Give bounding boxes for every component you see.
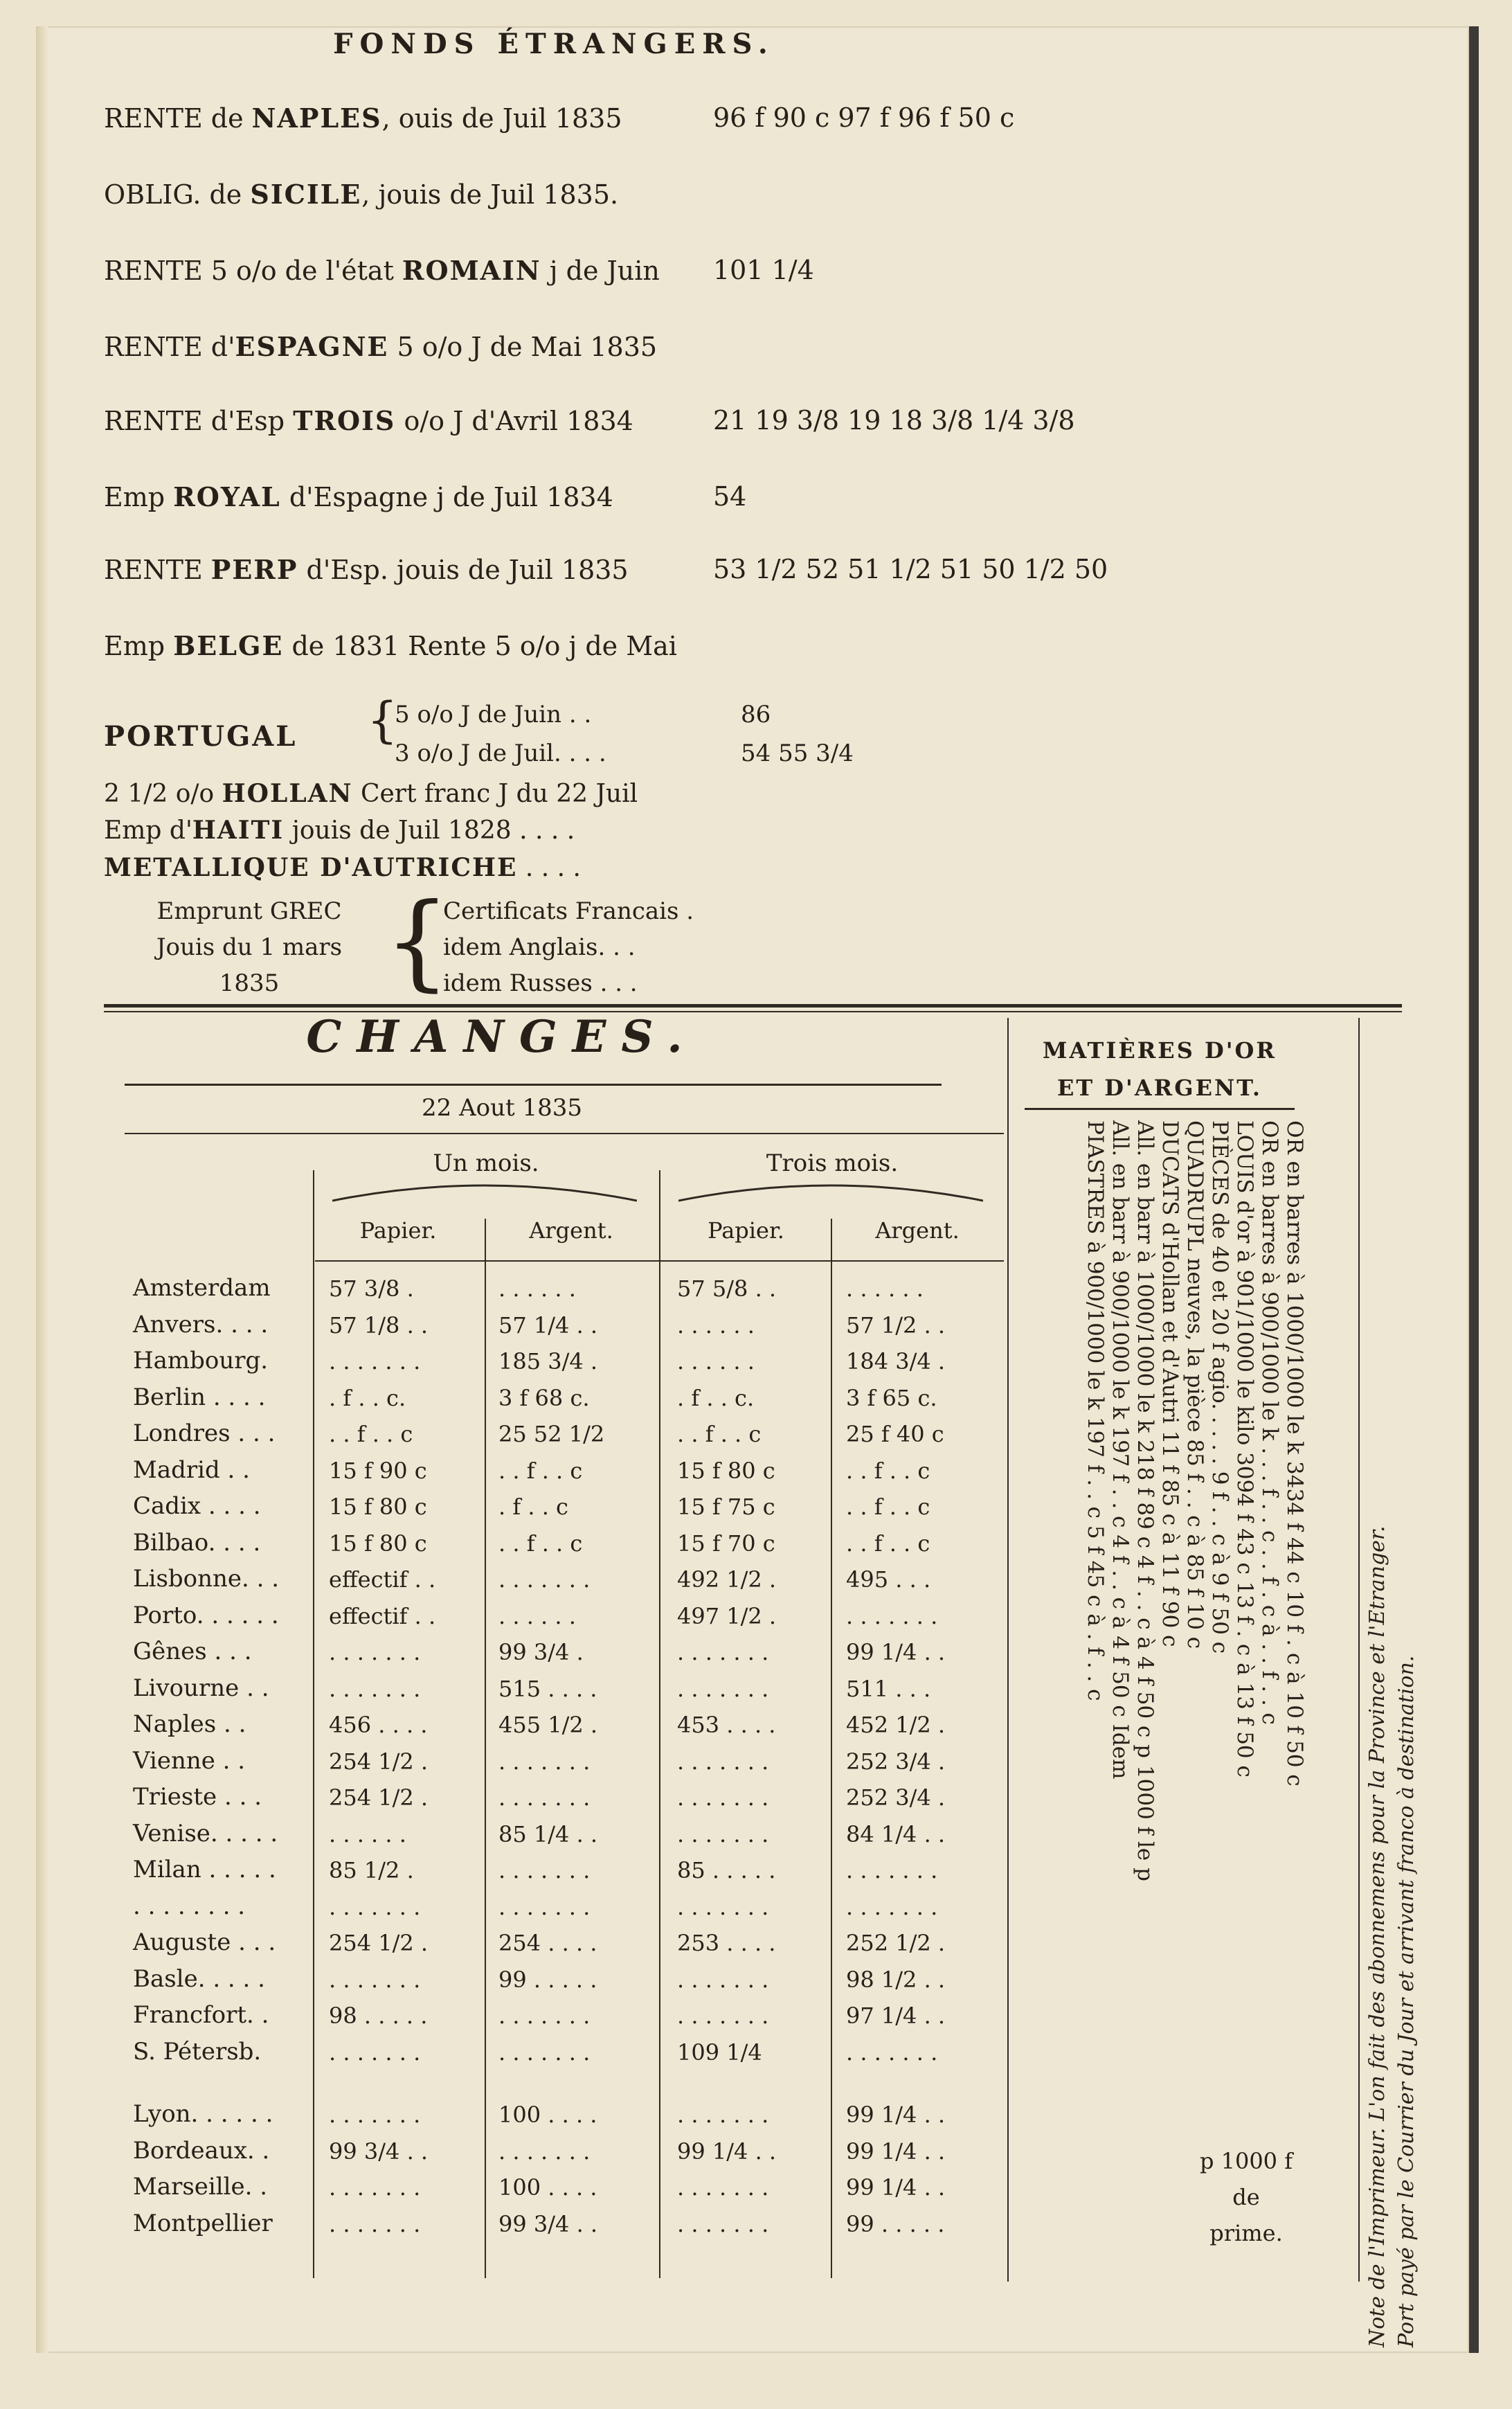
change-cell: . . . . . . . [329,1675,421,1702]
change-cell: 109 1/4 [677,2039,762,2066]
change-cell: 98 . . . . . [329,2003,428,2029]
change-cell: . . . . . . . [677,2210,769,2237]
change-cell: . . . . . . . [329,2210,421,2237]
change-cell: 185 3/4 . [498,1348,598,1374]
section-rule [104,1004,1402,1008]
papier-header-1: Papier. [359,1217,437,1244]
change-cell: . . . . . . . [677,2003,769,2029]
change-city: . . . . . . . . [133,1892,246,1920]
change-cell: . . . . . . [329,1820,406,1847]
portugal-line-1: 5 o/o J de Juin . . [395,701,592,728]
misc-row-metallique: METALLIQUE D'AUTRICHE . . . . [104,853,581,882]
change-city: Venise. . . . . [133,1819,278,1847]
change-cell: effectif . . [329,1602,436,1629]
imprimeur-note: Note de l'Imprimeur. L'on fait des abonnemens pour la Province et l'Etranger. Port payé par le Courrier du Jour et arrivant franco à destination. [1365,1525,1419,2347]
matiere-line: LOUIS d'or à 901/1000 le kilo 3094 f 43 c 13 f . c à 13 f 50 c [1232,1120,1257,1777]
change-cell: . . . . . . . [498,1748,591,1775]
rente-value: 53 1/2 52 51 1/2 51 50 1/2 50 [713,554,1108,584]
change-cell: . f . . c [498,1494,568,1520]
change-cell: . . . . . . . [677,1784,769,1811]
table-divider-2 [485,1219,486,2278]
change-cell: 511 . . . [846,1675,931,1702]
change-cell: . . . . . . [677,1311,755,1338]
change-city: Londres . . . [133,1420,276,1447]
rente-value: 54 [713,481,747,512]
change-cell: . . . . . . . [329,1348,421,1374]
rente-row [104,179,618,210]
change-cell: 3 f 68 c. [498,1384,590,1411]
table-divider-1 [313,1170,314,2278]
portugal-brace: { [367,692,398,749]
rente-label: Emp BELGE de 1831 Rente 5 o/o j de Mai [104,630,677,661]
change-cell: 99 3/4 . [498,1639,584,1665]
changes-date: 22 Aout 1835 [422,1094,582,1122]
change-city: Lisbonne. . . [133,1565,280,1593]
change-cell: . . f . . c [846,1494,930,1520]
change-cell: 99 3/4 . . [329,2138,429,2165]
portugal-line-2: 3 o/o J de Juil. . . . [395,740,606,767]
change-city: Montpellier [133,2209,273,2237]
change-cell: . . . . . . . [498,2039,591,2066]
change-cell: . . . . . . [498,1275,576,1302]
change-cell: 252 3/4 . [846,1784,946,1811]
matieres-title: MATIÈRES D'OR ET D'ARGENT. [1043,1037,1277,1101]
change-cell: 85 . . . . . [677,1857,776,1883]
rente-label: RENTE de NAPLES, ouis de Juil 1835 [104,102,622,134]
change-cell: . . f . . c [329,1421,413,1447]
change-cell: 98 1/2 . . [846,1966,946,1993]
change-cell: 57 1/8 . . [329,1311,429,1338]
change-cell: 3 f 65 c. [846,1384,937,1411]
change-city: Francfort. . [133,2001,269,2029]
matieres-vertical-list [1083,1120,1307,1881]
change-cell: . . . . . . . [329,2102,421,2128]
matiere-line: All. en barr à 900/1000 le k 197 f . . c 4 f . . c à 4 f 50 c Idem [1108,1120,1133,1780]
change-cell: . . . . . . [498,1602,576,1629]
change-cell: 492 1/2 . [677,1566,777,1593]
change-cell: 57 3/8 . [329,1275,414,1302]
page-spine [36,26,48,2353]
change-cell: 97 1/4 . . [846,2003,946,2029]
matieres-rule [1025,1108,1295,1110]
table-divider-4 [831,1219,832,2278]
un-mois-header: Un mois. [433,1149,539,1177]
change-cell: . . . . . . . [846,2039,938,2066]
matiere-line: OR en barres à 900/1000 le k . . . f . . c . . f . c à . . f . . c [1257,1120,1282,1725]
matiere-line: PIASTRES à 900/1000 le k 197 f . . c 5 f 45 c à . f . . c [1083,1120,1108,1701]
change-city: Naples . . [133,1710,246,1738]
change-cell: 452 1/2 . [846,1712,946,1738]
change-cell: . . . . . . . [498,1784,591,1811]
matiere-line: All. en barr à 1000/1000 le k 218 f 89 c 4 f . . c à 4 f 50 c p 1000 f le p [1133,1120,1158,1881]
change-cell: 253 . . . . [677,1930,776,1956]
change-city: Marseille. . [133,2173,268,2201]
change-cell: . . . . . . . [498,1566,591,1593]
rente-label: OBLIG. de SICILE, jouis de Juil 1835. [104,179,619,210]
change-city: Amsterdam [133,1274,271,1302]
rente-value: 21 19 3/8 19 18 3/8 1/4 3/8 [713,405,1075,436]
change-cell: . . . . . . . [329,2174,421,2201]
change-city: Auguste . . . [133,1928,276,1956]
change-cell: . f . . c. [677,1384,755,1411]
change-city: Anvers. . . . [133,1310,269,1338]
rente-row [104,554,1108,585]
change-cell: . . . . . . . [498,1857,591,1883]
rente-row [104,255,814,286]
change-cell: 497 1/2 . [677,1602,777,1629]
change-cell: 455 1/2 . [498,1712,598,1738]
change-cell: 515 . . . . [498,1675,597,1702]
change-cell: 99 1/4 . . [846,2102,946,2128]
trois-mois-brace [678,1183,983,1203]
change-cell: 15 f 70 c [677,1530,775,1557]
change-cell: . . f . . c [498,1530,583,1557]
change-cell: . . . . . . [846,1275,924,1302]
change-cell: . . . . . . . [846,1893,938,1920]
change-cell: 453 . . . . [677,1712,776,1738]
change-cell: 15 f 80 c [329,1530,427,1557]
change-cell: 254 1/2 . [329,1784,429,1811]
note-divider [1358,1018,1360,2282]
change-cell: . . . . . . . [677,1748,769,1775]
matiere-line: PIÈCES de 40 et 20 f agio. . . . . 9 f . . c à 9 f 50 c [1207,1120,1232,1654]
rente-label: RENTE d'Esp TROIS o/o J d'Avril 1834 [104,405,633,436]
change-cell: 254 . . . . [498,1930,597,1956]
prime-note: p 1000 f de prime. [1199,2148,1293,2246]
emprunt-grec-label: Emprunt GREC Jouis du 1 mars 1835 [156,897,343,997]
change-cell: . . . . . . . [677,2174,769,2201]
change-city: Lyon. . . . . . [133,2100,273,2128]
portugal-value-1: 86 [741,701,771,728]
misc-row-hollan: 2 1/2 o/o HOLLAN Cert franc J du 22 Juil [104,779,638,808]
changes-title: CHANGES. [306,1011,698,1063]
rente-label: RENTE 5 o/o de l'état ROMAIN j de Juin [104,255,660,286]
change-cell: 99 1/4 . . [677,2138,777,2165]
rente-row [104,331,657,362]
matiere-line: OR en barres à 1000/1000 le k 3434 f 44 c 10 f . c à 10 f 50 c [1282,1120,1307,1786]
change-cell: 15 f 90 c [329,1457,427,1484]
matiere-line: DUCATS d'Hollan et d'Autri 11 f 85 c à 11 f 90 c [1158,1120,1182,1647]
table-divider-5 [1007,1018,1009,2282]
change-cell: . f . . c. [329,1384,406,1411]
change-city: S. Pétersb. [133,2037,262,2066]
change-city: Livourne . . [133,1674,269,1702]
change-city: Hambourg. [133,1347,269,1374]
change-cell: 100 . . . . [498,2102,597,2128]
rente-row [104,102,1015,134]
change-cell: . . . . . . . [498,2003,591,2029]
change-cell: 495 . . . [846,1566,931,1593]
un-mois-brace [332,1183,637,1203]
change-cell: . . . . . . . [329,2039,421,2066]
rente-row [104,481,747,512]
argent-header-1: Argent. [529,1217,613,1244]
change-city: Bilbao. . . . [133,1528,261,1557]
change-cell: 99 1/4 . . [846,2174,946,2201]
change-cell: effectif . . [329,1566,436,1593]
rente-value: 101 1/4 [713,255,814,285]
change-cell: 99 . . . . . [846,2210,945,2237]
trois-mois-header: Trois mois. [766,1149,899,1177]
change-cell: 25 f 40 c [846,1421,944,1447]
portugal-label: PORTUGAL [104,720,298,753]
change-cell: . . f . . c [498,1457,583,1484]
change-cell: . . . . . . . [498,1893,591,1920]
change-cell: . . . . . . . [498,2138,591,2165]
change-cell: . . . . . . . [846,1857,938,1883]
change-cell: . . . . . . . [677,1966,769,1993]
change-cell: . . f . . c [846,1457,930,1484]
change-cell: 456 . . . . [329,1712,428,1738]
change-cell: 85 1/2 . [329,1857,414,1883]
change-cell: 99 1/4 . . [846,2138,946,2165]
change-cell: 57 1/2 . . [846,1311,946,1338]
change-cell: . . . . . . . [677,2102,769,2128]
grec-brace: { [384,881,451,1002]
emprunt-grec-items: Certificats Francais . idem Anglais. . . idem Russes . . . [443,897,694,997]
change-city: Vienne . . [133,1746,246,1775]
matiere-line: QUADRUPL neuves, la pièce 85 f . . c à 85 f 10 c [1182,1120,1207,1649]
change-cell: . . . . . . . [677,1820,769,1847]
rente-label: RENTE d'ESPAGNE 5 o/o J de Mai 1835 [104,331,658,362]
portugal-value-2: 54 55 3/4 [741,740,854,767]
rente-label: Emp ROYAL d'Espagne j de Juil 1834 [104,481,613,512]
rente-row [104,630,677,661]
change-city: Basle. . . . . [133,1964,265,1993]
change-cell: 15 f 80 c [329,1494,427,1520]
fonds-etrangers-title: FONDS ÉTRANGERS. [333,28,775,60]
change-cell: 184 3/4 . [846,1348,946,1374]
change-cell: . . . . . . . [329,1639,421,1665]
change-cell: . . . . . . . [677,1639,769,1665]
table-divider-3 [659,1170,660,2278]
change-cell: 99 . . . . . [498,1966,597,1993]
change-cell: 100 . . . . [498,2174,597,2201]
change-city: Cadix . . . . [133,1492,261,1520]
change-cell: . . . . . . [677,1348,755,1374]
change-cell: 254 1/2 . [329,1748,429,1775]
change-cell: 99 3/4 . . [498,2210,598,2237]
change-cell: 99 1/4 . . [846,1639,946,1665]
misc-row-haiti: Emp d'HAITI jouis de Juil 1828 . . . . [104,816,575,845]
change-cell: . . f . . c [677,1421,762,1447]
change-cell: . . . . . . . [677,1893,769,1920]
changes-rule [125,1084,942,1086]
change-cell: 57 5/8 . . [677,1275,777,1302]
argent-header-2: Argent. [875,1217,960,1244]
change-cell: 252 1/2 . [846,1930,946,1956]
change-cell: 252 3/4 . [846,1748,946,1775]
change-city: Bordeaux. . [133,2136,270,2165]
change-cell: 254 1/2 . [329,1930,429,1956]
papier-header-2: Papier. [708,1217,784,1244]
change-cell: 15 f 80 c [677,1457,775,1484]
change-cell: 84 1/4 . . [846,1820,946,1847]
rente-label: RENTE PERP d'Esp. jouis de Juil 1835 [104,554,629,585]
change-cell: . . . . . . . [677,1675,769,1702]
change-cell: 85 1/4 . . [498,1820,598,1847]
change-city: Milan . . . . . [133,1856,276,1883]
change-cell: . . f . . c [846,1530,930,1557]
change-city: Gênes . . . [133,1638,252,1665]
change-cell: . . . . . . . [846,1602,938,1629]
change-cell: . . . . . . . [329,1966,421,1993]
change-cell: 25 52 1/2 [498,1421,605,1447]
rente-row [104,405,1075,436]
date-rule [125,1133,1004,1134]
change-city: Berlin . . . . [133,1383,266,1411]
change-cell: 15 f 75 c [677,1494,775,1520]
change-city: Trieste . . . [133,1783,262,1811]
change-cell: . . . . . . . [329,1893,421,1920]
rente-value: 96 f 90 c 97 f 96 f 50 c [713,102,1015,133]
change-city: Madrid . . [133,1456,250,1484]
change-city: Porto. . . . . . [133,1601,279,1629]
change-cell: 57 1/4 . . [498,1311,598,1338]
